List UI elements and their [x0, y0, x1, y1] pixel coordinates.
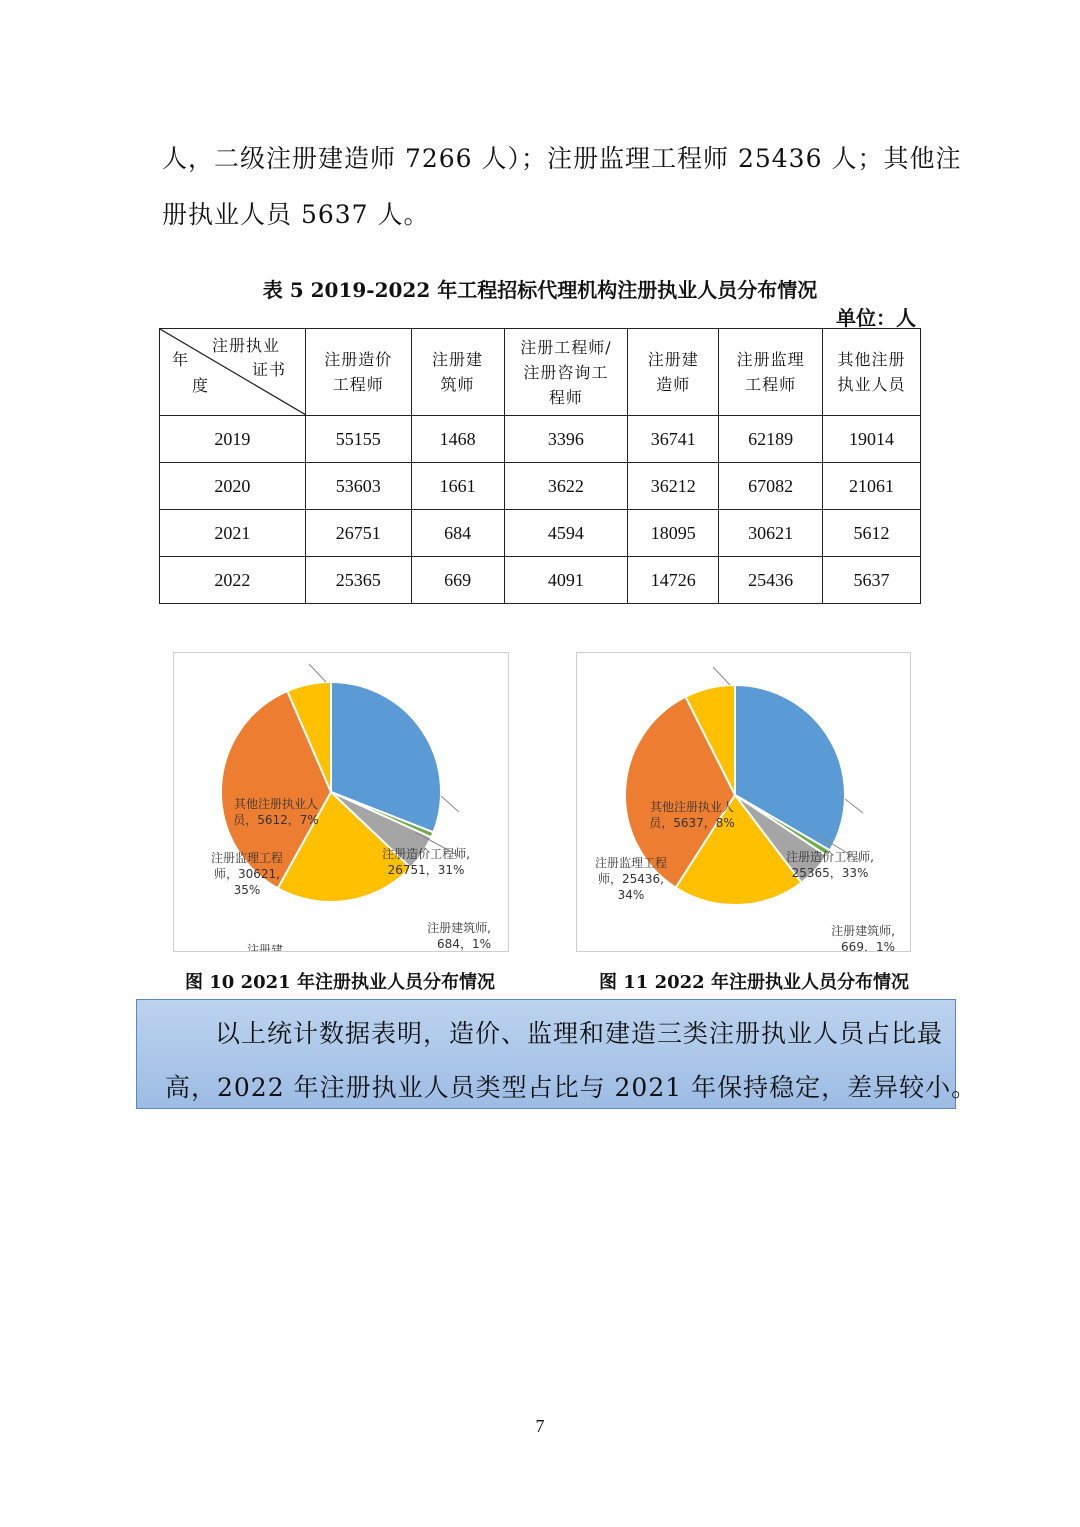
summary-box	[136, 999, 978, 1109]
pie-label-architect: 注册建筑师, 684，1%	[427, 921, 491, 951]
table-cell: 1468	[411, 416, 504, 463]
table-cell: 5612	[823, 510, 921, 557]
table-row	[160, 463, 921, 510]
leader-line-other-practitioners	[309, 664, 326, 682]
leader-line-architect	[845, 799, 863, 813]
corner-label-cert-b: 证书	[252, 360, 287, 379]
header-cost-engineer: 注册造价 工程师	[305, 329, 411, 416]
figure-caption-2022: 图 11 2022 年注册执业人员分布情况	[599, 972, 909, 993]
pie-label-other-practitioners: 其他注册执业人员，5637，8%	[649, 800, 735, 830]
table-cell: 25365	[305, 557, 411, 604]
diagonal-header-cell	[160, 329, 306, 416]
table-cell: 684	[411, 510, 504, 557]
corner-label-cert-a: 注册执业	[212, 336, 281, 355]
table-cell: 3622	[504, 463, 628, 510]
pie-label-other-practitioners: 其他注册执业人员，5612，7%	[233, 797, 319, 827]
header-constructor: 注册建 造师	[628, 329, 719, 416]
year-cell: 2020	[160, 463, 306, 510]
table-row	[160, 557, 921, 604]
table-cell: 36212	[628, 463, 719, 510]
table-row	[160, 416, 921, 463]
year-cell: 2019	[160, 416, 306, 463]
table-unit: 单位：人	[836, 306, 916, 330]
intro-line-2: 册执业人员 5637 人。	[162, 200, 430, 229]
pie-label-cost-engineer: 注册造价工程师, 26751，31%	[382, 847, 470, 877]
pie-chart-2022	[577, 653, 910, 951]
pie-label-cost-engineer: 注册造价工程师, 25365，33%	[786, 850, 874, 880]
table-cell: 36741	[628, 416, 719, 463]
table-cell: 669	[411, 557, 504, 604]
table-cell: 67082	[719, 463, 823, 510]
table-cell: 18095	[628, 510, 719, 557]
summary-line-2: 高，2022 年注册执业人员类型占比与 2021 年保持稳定，差异较小。	[165, 1073, 978, 1102]
corner-label-year-a: 年	[172, 350, 190, 369]
leader-line-architect	[441, 796, 459, 812]
table-cell: 62189	[719, 416, 823, 463]
table-cell: 21061	[823, 463, 921, 510]
leader-line-other-practitioners	[713, 667, 730, 685]
table-cell: 55155	[305, 416, 411, 463]
table-cell: 5637	[823, 557, 921, 604]
intro-paragraph	[162, 131, 962, 243]
distribution-table	[159, 328, 921, 604]
pie-label-supervision-engineer: 注册监理工程师，30621, 35%	[210, 851, 284, 897]
figure-caption-2021: 图 10 2021 年注册执业人员分布情况	[185, 972, 495, 993]
table-cell: 25436	[719, 557, 823, 604]
table-cell: 3396	[504, 416, 628, 463]
summary-line-1: 以上统计数据表明，造价、监理和建造三类注册执业人员占比最	[215, 1019, 944, 1048]
table-cell: 26751	[305, 510, 411, 557]
pie-chart-2021	[174, 653, 508, 951]
pie-chart-2021-frame	[173, 652, 509, 952]
table-header-row	[160, 329, 921, 416]
table-cell: 4091	[504, 557, 628, 604]
header-architect: 注册建 筑师	[411, 329, 504, 416]
year-cell: 2021	[160, 510, 306, 557]
table-cell: 14726	[628, 557, 719, 604]
table-cell: 1661	[411, 463, 504, 510]
pie-chart-2022-frame	[576, 652, 911, 952]
pie-label-architect: 注册建筑师, 669，1%	[831, 924, 895, 951]
pie-label-supervision-engineer: 注册监理工程师，25436, 34%	[594, 856, 668, 902]
table-cell: 19014	[823, 416, 921, 463]
table-cell: 30621	[719, 510, 823, 557]
header-other-practitioners: 其他注册 执业人员	[823, 329, 921, 416]
pie-label-constructor: 注册建	[246, 943, 284, 951]
year-cell: 2022	[160, 557, 306, 604]
intro-line-1: 人，二级注册建造师 7266 人）；注册监理工程师 25436 人；其他注	[162, 144, 962, 173]
header-consulting-engineer: 注册工程师/ 注册咨询工 程师	[504, 329, 628, 416]
corner-label-year-b: 度	[192, 376, 210, 395]
table-row	[160, 510, 921, 557]
table-cell: 4594	[504, 510, 628, 557]
header-supervision-engineer: 注册监理 工程师	[719, 329, 823, 416]
table-title: 表 5 2019-2022 年工程招标代理机构注册执业人员分布情况	[262, 278, 818, 302]
table-cell: 53603	[305, 463, 411, 510]
page-number: 7	[535, 1416, 545, 1436]
